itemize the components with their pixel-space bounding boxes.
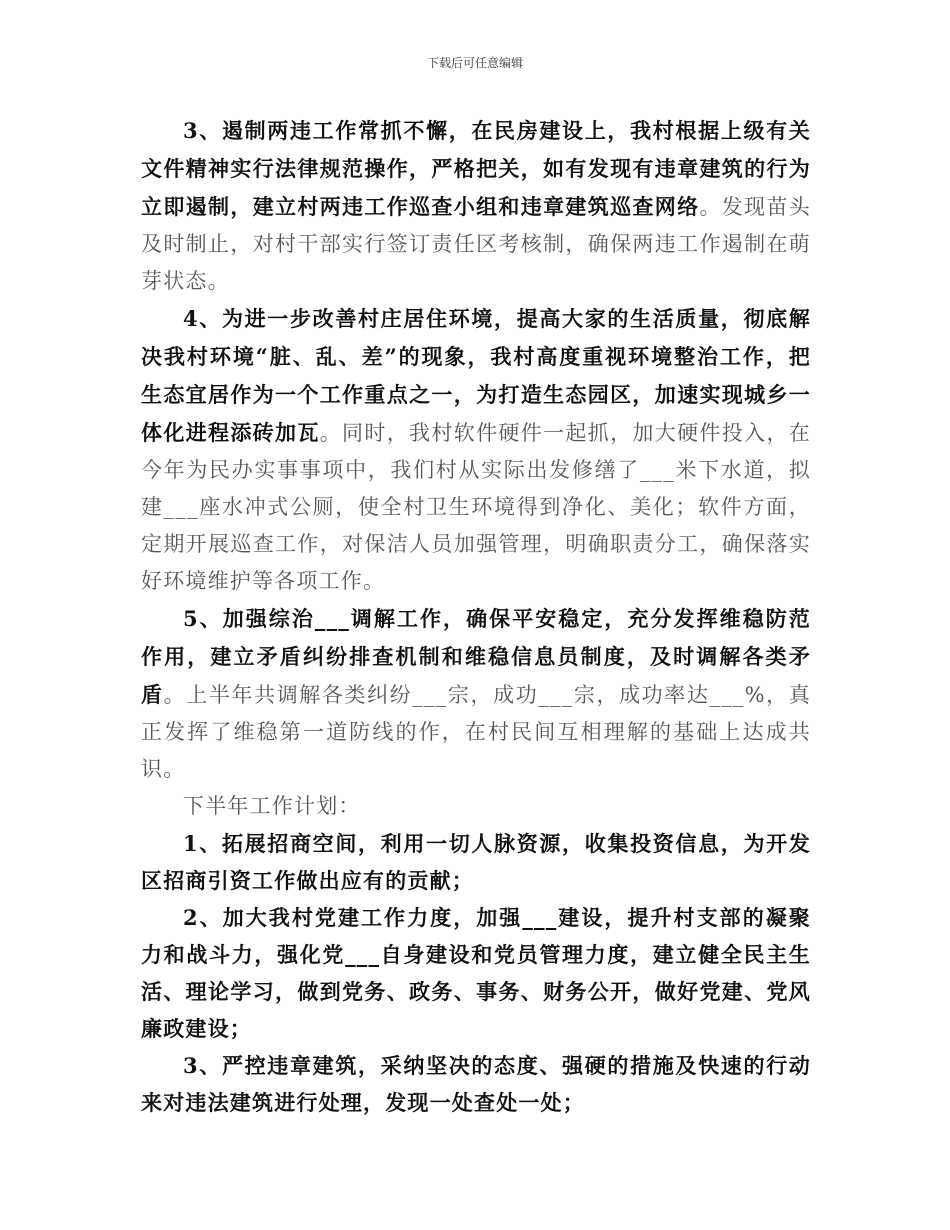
document-body	[141, 112, 811, 1121]
paragraph-lead: 5、加强综治___调解工作，确保平安稳定，充分发挥维稳防范作用，建立矛盾纠纷排查机制和维稳信息员制度，及时调解各类矛盾	[141, 606, 811, 707]
plan-item-1: 1、拓展招商空间，利用一切人脉资源，收集投资信息，为开发区招商引资工作做出应有的贡献；	[141, 831, 811, 893]
plan-item-2: 2、加大我村党建工作力度，加强___建设，提升村支部的凝聚力和战斗力，强化党___自身建设和党员管理力度，建立健全民主生活、理论学习，做到党务、政务、事务、财务公开，做好党建、党风廉政建设；	[141, 905, 811, 1041]
plan-heading: 下半年工作计划：	[183, 794, 361, 818]
paragraph-rest: 。同时，我村软件硬件一起抓，加大硬件投入，在今年为民办实事事项中，我们村从实际出发修缮了___米下水道，拟建___座水冲式公厕，使全村卫生环境得到净化、美化；软件方面，定期开展巡查工作，对保洁人员加强管理，明确职责分工，确保落实好环境维护等各项工作。	[141, 421, 811, 593]
paragraph-lead: 4、为进一步改善村庄居住环境，提高大家的生活质量，彻底解决我村环境“脏、乱、差”的现象，我村高度重视环境整治工作，把生态宜居作为一个工作重点之一，为打造生态园区，加速实现城乡一体化进程添砖加瓦	[141, 306, 811, 445]
paragraph-rest: 。发现苗头及时制止，对村干部实行签订责任区考核制，确保两违工作遏制在萌芽状态。	[141, 195, 812, 293]
paragraph-item-5-mediation	[141, 600, 811, 788]
paragraph-lead: 3、遏制两违工作常抓不懈，在民房建设上，我村根据上级有关文件精神实行法律规范操作，严格把关，如有发现有违章建筑的行为立即遏制，建立村两违工作巡查小组和违章建筑巡查网络	[141, 118, 811, 219]
plan-item-3: 3、严控违章建筑，采纳坚决的态度、强硬的措施及快速的行动来对违法建筑进行处理，发现一处查处一处；	[141, 1053, 811, 1115]
page-header-note: 下载后可任意编辑	[426, 56, 523, 70]
paragraph-rest: 。上半年共调解各类纠纷___宗，成功___宗，成功率达___%，真正发挥了维稳第一道防线的作，在村民间互相理解的基础上达成共识。	[141, 683, 811, 781]
paragraph-item-4-environment	[141, 300, 811, 600]
paragraph-item-3-two-violations	[141, 112, 811, 300]
